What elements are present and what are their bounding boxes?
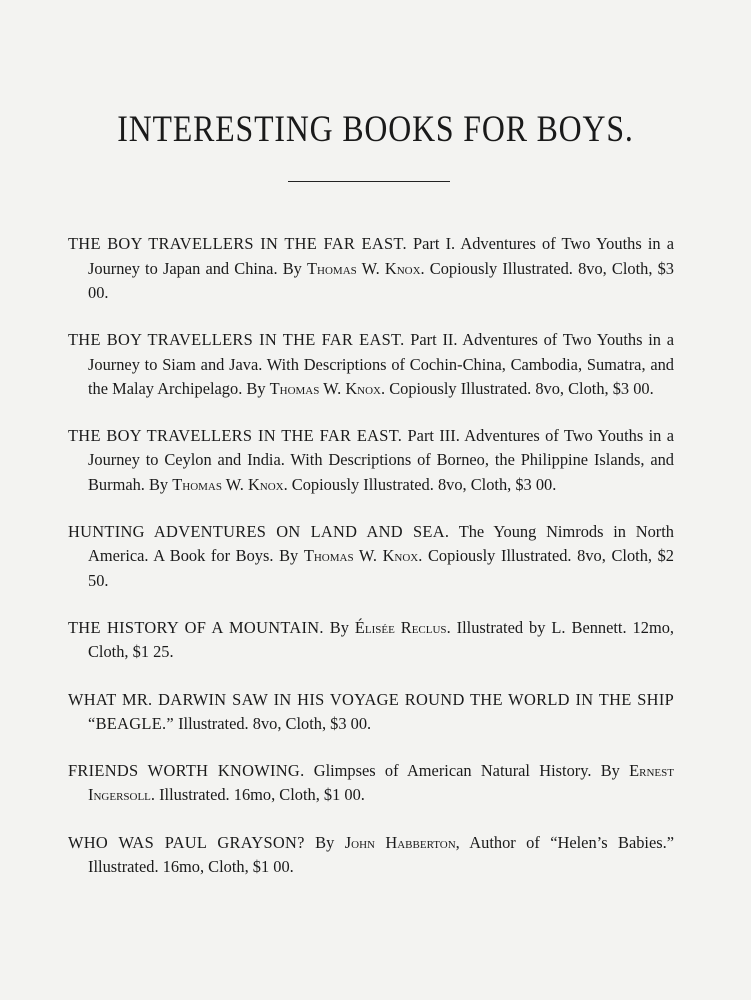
book-entry xyxy=(68,688,674,737)
book-entry xyxy=(68,831,674,880)
book-description: Part II. Adventures of Two Youths in a Journey to Siam and Java. With Descriptions of Cochin-China, Cambodia, Sumatra, and the Malay Archipelago. By xyxy=(88,330,674,398)
book-author: John Habberton xyxy=(344,832,456,852)
book-description: The Young Nimrods in North America. A Book for Boys. By xyxy=(88,522,674,566)
book-title: THE BOY TRAVELLERS IN THE FAR EAST. xyxy=(68,330,405,350)
book-entry xyxy=(68,232,674,305)
book-title: THE BOY TRAVELLERS IN THE FAR EAST. xyxy=(68,234,407,254)
book-author: Thomas W. Knox xyxy=(303,546,419,566)
book-list xyxy=(68,216,674,902)
title-rule xyxy=(288,181,450,182)
book-description: Illustrated. 8vo, Cloth, $3 00. xyxy=(174,713,372,733)
book-description: By xyxy=(323,617,355,637)
book-author: Élisée Reclus xyxy=(354,617,447,637)
book-description: By xyxy=(304,832,345,852)
book-details: . Copiously Illustrated. 8vo, Cloth, $2 50. xyxy=(88,546,674,590)
book-entry xyxy=(68,424,674,497)
page-title: INTERESTING BOOKS FOR BOYS. xyxy=(117,109,634,150)
book-title: WHAT MR. DARWIN SAW IN HIS VOYAGE ROUND THE WORLD IN THE SHIP “BEAGLE.” xyxy=(68,689,674,733)
book-description: Part III. Adventures of Two Youths in a Journey to Ceylon and India. With Descriptions of Borneo, the Philippine Islands, and Burmah. By xyxy=(88,426,674,494)
book-author: Ernest Ingersoll xyxy=(88,761,674,805)
book-details: . Copiously Illustrated. 8vo, Cloth, $3 00. xyxy=(283,474,557,494)
book-description: Glimpses of American Natural History. By xyxy=(304,761,630,781)
book-author: Thomas W. Knox xyxy=(269,378,381,398)
book-details: . Illustrated by L. Bennett. 12mo, Cloth, $1 25. xyxy=(88,617,674,662)
book-description: Part I. Adventures of Two Youths in a Journey to Japan and China. By xyxy=(88,234,674,278)
book-entry xyxy=(68,616,674,665)
book-details: . Copiously Illustrated. 8vo, Cloth, $3 00. xyxy=(381,378,654,398)
book-author: Thomas W. Knox xyxy=(307,258,421,278)
book-title: FRIENDS WORTH KNOWING. xyxy=(68,761,305,781)
book-title: WHO WAS PAUL GRAYSON? xyxy=(68,832,305,852)
book-details: . Copiously Illustrated. 8vo, Cloth, $3 00. xyxy=(88,258,675,302)
book-title: THE HISTORY OF A MOUNTAIN. xyxy=(68,617,324,637)
book-entry xyxy=(68,520,674,593)
book-details: . Illustrated. 16mo, Cloth, $1 00. xyxy=(150,785,365,805)
book-title: HUNTING ADVENTURES ON LAND AND SEA. xyxy=(68,522,450,542)
book-title: THE BOY TRAVELLERS IN THE FAR EAST. xyxy=(68,426,403,446)
book-entry xyxy=(68,759,674,808)
book-details: , Author of “Helen’s Babies.” Illustrated. 16mo, Cloth, $1 00. xyxy=(88,832,674,877)
book-author: Thomas W. Knox xyxy=(172,474,284,494)
book-entry xyxy=(68,328,674,401)
